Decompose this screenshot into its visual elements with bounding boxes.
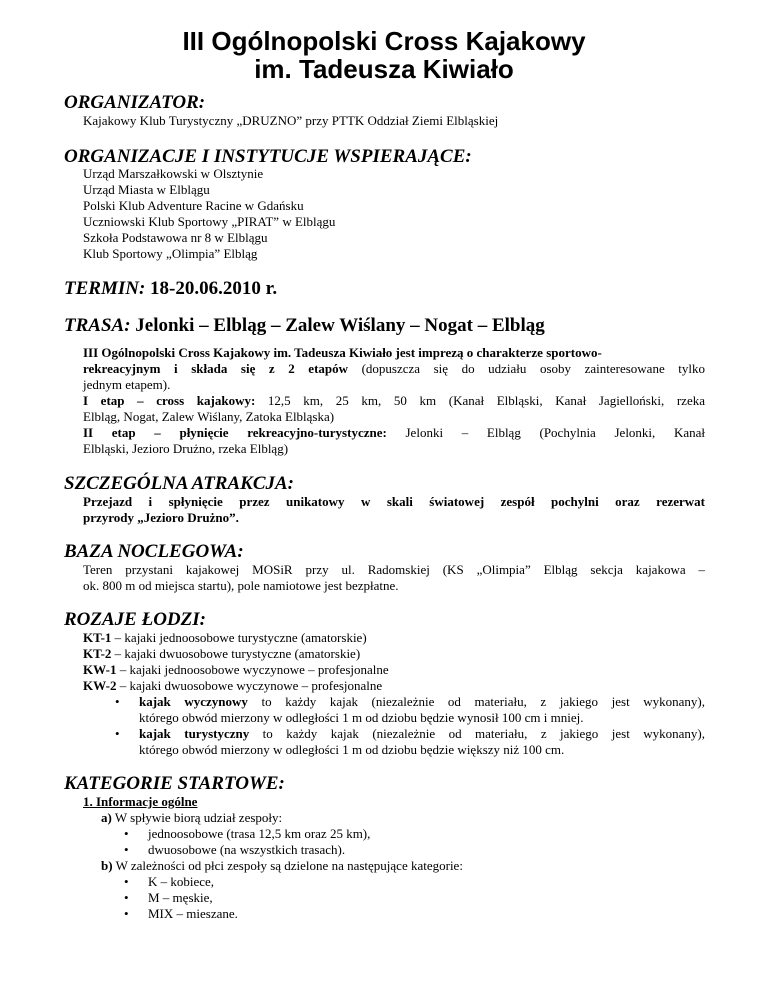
organizer-heading: ORGANIZATOR: [64,92,206,113]
term-value: 18-20.06.2010 r. [145,278,278,299]
route-label: TRASA: [64,315,131,336]
categories-a-item: jednoosobowe (trasa 12,5 km oraz 25 km), [148,826,371,841]
lodging-heading: BAZA NOCLEGOWA: [64,541,244,562]
route-value: Jelonki – Elbląg – Zalew Wiślany – Nogat – Elbląg [130,315,545,336]
boats-heading: ROZAJE ŁODZI: [64,609,206,630]
boat-definition-racing-line2: którego obwód mierzony w odległości 1 m od dziobu będzie wynosił 100 cm i mniej. [139,710,584,725]
route-stage1: I etap – cross kajakowy: 12,5 km, 25 km, 50 km (Kanał Elbląski, Kanał Jagielloński, rzeka [83,393,705,408]
categories-b-item: K – kobiece, [148,874,215,889]
bullet-icon: • [124,906,129,921]
categories-heading: KATEGORIE STARTOWE: [64,773,285,794]
categories-b-item: M – męskie, [148,890,213,905]
document-title-line2: im. Tadeusza Kiwiało [254,54,514,84]
supporter-item: Szkoła Podstawowa nr 8 w Elblągu [83,230,268,245]
bullet-icon: • [124,826,129,841]
supporter-item: Klub Sportowy „Olimpia” Elbląg [83,246,258,261]
lodging-line2: ok. 800 m od miejsca startu), pole namiotowe jest bezpłatne. [83,578,399,593]
route-stage2-line2: Elbląski, Jezioro Drużno, rzeka Elbląg) [83,441,289,456]
route-desc-line3: jednym etapem). [83,377,171,392]
supporter-item: Urząd Miasta w Elblągu [83,182,210,197]
boat-definition-touring: kajak turystyczny to każdy kajak (niezależnie od materiału, z jakiego jest wykonany), [139,726,705,741]
boat-type: KW-1 – kajaki jednoosobowe wyczynowe – profesjonalne [83,662,389,677]
route-desc-line2: rekreacyjnym i składa się z 2 etapów (dopuszcza się do udziału osoby zainteresowane tylko [83,361,705,376]
attraction-line1: Przejazd i spłynięcie przez unikatowy w skali światowej zespół pochylni oraz rezerwat [83,494,705,509]
lodging-line1: Teren przystani kajakowej MOSiR przy ul. Radomskiej (KS „Olimpia” Elbląg sekcja kajakowa – [83,562,705,577]
boat-definition-touring-line2: którego obwód mierzony w odległości 1 m od dziobu będzie większy niż 100 cm. [139,742,565,757]
attraction-heading: SZCZEGÓLNA ATRAKCJA: [64,473,294,494]
categories-a: a) W spływie biorą udział zespoły: [101,810,283,825]
categories-b: b) W zależności od płci zespoły są dzielone na następujące kategorie: [101,858,463,873]
supporters-heading: ORGANIZACJE I INSTYTUCJE WSPIERAJĄCE: [64,146,472,167]
route-stage1-line2: Elbląg, Nogat, Zalew Wiślany, Zatoka Elbląska) [83,409,335,424]
categories-b-item: MIX – mieszane. [148,906,238,921]
supporter-item: Urząd Marszałkowski w Olsztynie [83,166,264,181]
route-heading [64,315,545,337]
route-stage2: II etap – płynięcie rekreacyjno-turystyczne: Jelonki – Elbląg (Pochylnia Jelonki, Kanał [83,425,706,440]
categories-a-item: dwuosobowe (na wszystkich trasach). [148,842,346,857]
document-title-line1: III Ogólnopolski Cross Kajakowy [182,26,586,56]
boat-definition-racing: kajak wyczynowy to każdy kajak (niezależnie od materiału, z jakiego jest wykonany), [139,694,705,709]
term-heading [64,278,277,300]
supporter-item: Polski Klub Adventure Racine w Gdańsku [83,198,304,213]
boat-type: KT-2 – kajaki dwuosobowe turystyczne (amatorskie) [83,646,361,661]
organizer-text: Kajakowy Klub Turystyczny „DRUZNO” przy PTTK Oddział Ziemi Elbląskiej [83,113,499,128]
bullet-icon: • [124,874,129,889]
bullet-icon: • [115,694,120,709]
bullet-icon: • [124,842,129,857]
boat-type: KT-1 – kajaki jednoosobowe turystyczne (amatorskie) [83,630,367,645]
attraction-line2: przyrody „Jezioro Drużno”. [83,510,239,525]
bullet-icon: • [124,890,129,905]
route-desc-line1: III Ogólnopolski Cross Kajakowy im. Tadeusza Kiwiało jest imprezą o charakterze sportowo- [83,345,602,360]
supporter-item: Uczniowski Klub Sportowy „PIRAT” w Elblągu [83,214,336,229]
boat-type: KW-2 – kajaki dwuosobowe wyczynowe – profesjonalne [83,678,383,693]
bullet-icon: • [115,726,120,741]
categories-subheading: 1. Informacje ogólne [83,794,198,809]
term-label: TERMIN: [64,278,146,299]
